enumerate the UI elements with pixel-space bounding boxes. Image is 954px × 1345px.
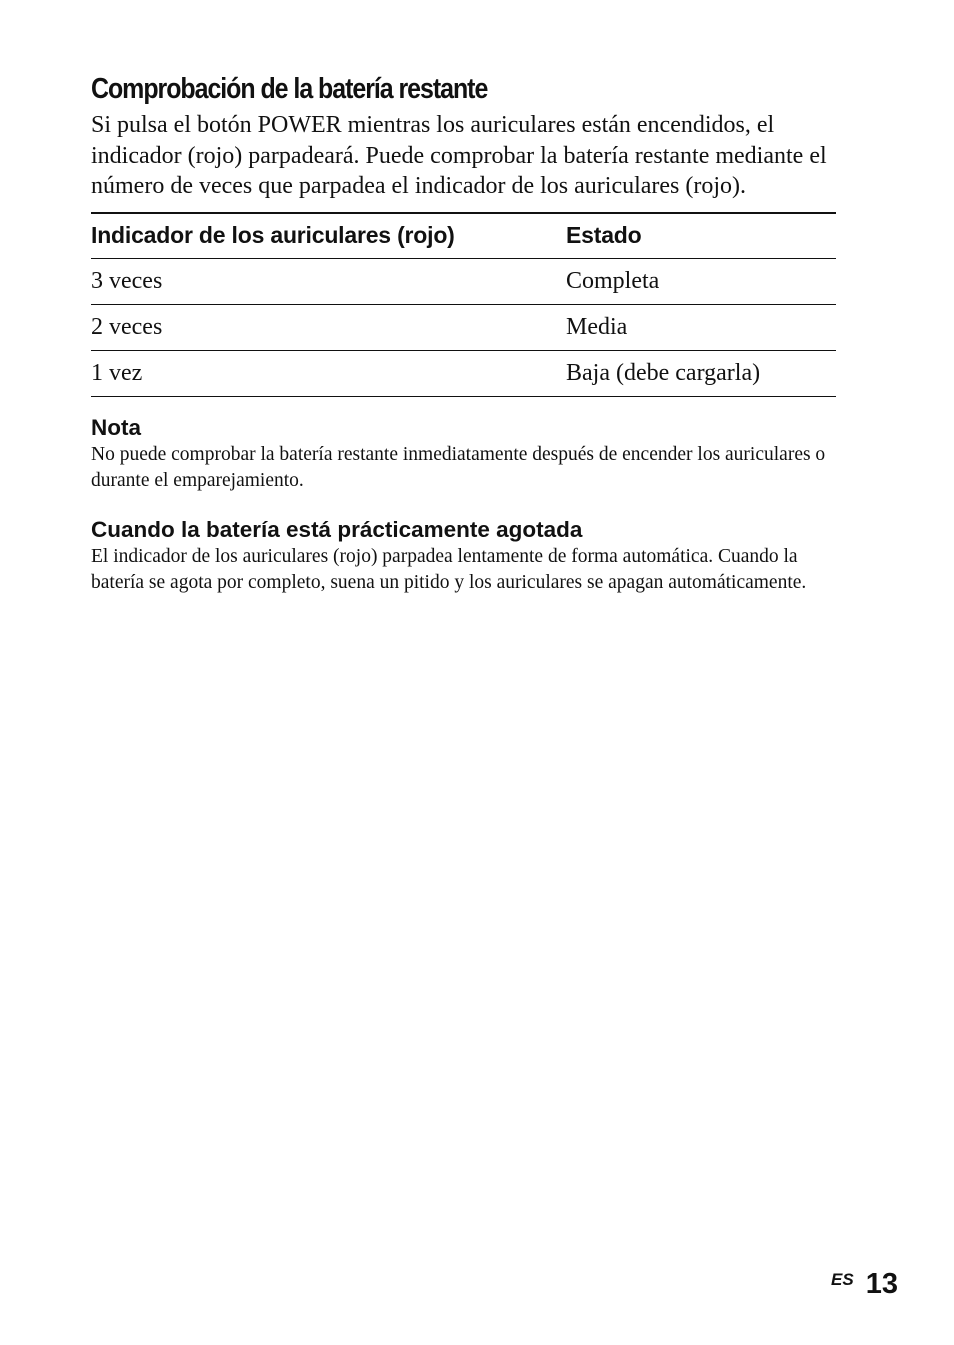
language-code: ES [831,1270,854,1289]
column-header-status: Estado [566,222,642,248]
table-cell-status: Baja (debe cargarla) [566,359,761,386]
table-cell-status: Completa [566,267,660,294]
note-heading: Nota [91,414,141,440]
page-number: 13 [865,1268,898,1300]
battery-table [91,212,836,397]
page-content [91,70,836,596]
table-row [91,259,836,305]
column-header-indicator: Indicador de los auriculares (rojo) [91,222,455,248]
section-title: Comprobación de la batería restante [91,73,488,105]
table-cell-status: Media [566,313,628,340]
table-header-row [91,214,836,259]
table-row [91,305,836,351]
low-battery-heading: Cuando la batería está prácticamente agotada [91,516,583,542]
table-cell-indicator: 3 veces [91,267,163,294]
table-cell-indicator: 1 vez [91,359,143,386]
low-battery-text: El indicador de los auriculares (rojo) parpadea lentamente de forma automática. Cuando la batería se agota por completo, suena un pitido y los auriculares se apagan automáticamente. [91,545,807,593]
note-text: No puede comprobar la batería restante inmediatamente después de encender los auriculares o durante el emparejamiento. [91,443,826,491]
page-footer [831,1268,898,1301]
intro-paragraph: Si pulsa el botón POWER mientras los auriculares están encendidos, el indicador (rojo) parpadeará. Puede comprobar la batería restante mediante el número de veces que parpadea el indicador de los auriculares (rojo). [91,112,827,199]
table-row [91,351,836,397]
table-cell-indicator: 2 veces [91,313,163,340]
